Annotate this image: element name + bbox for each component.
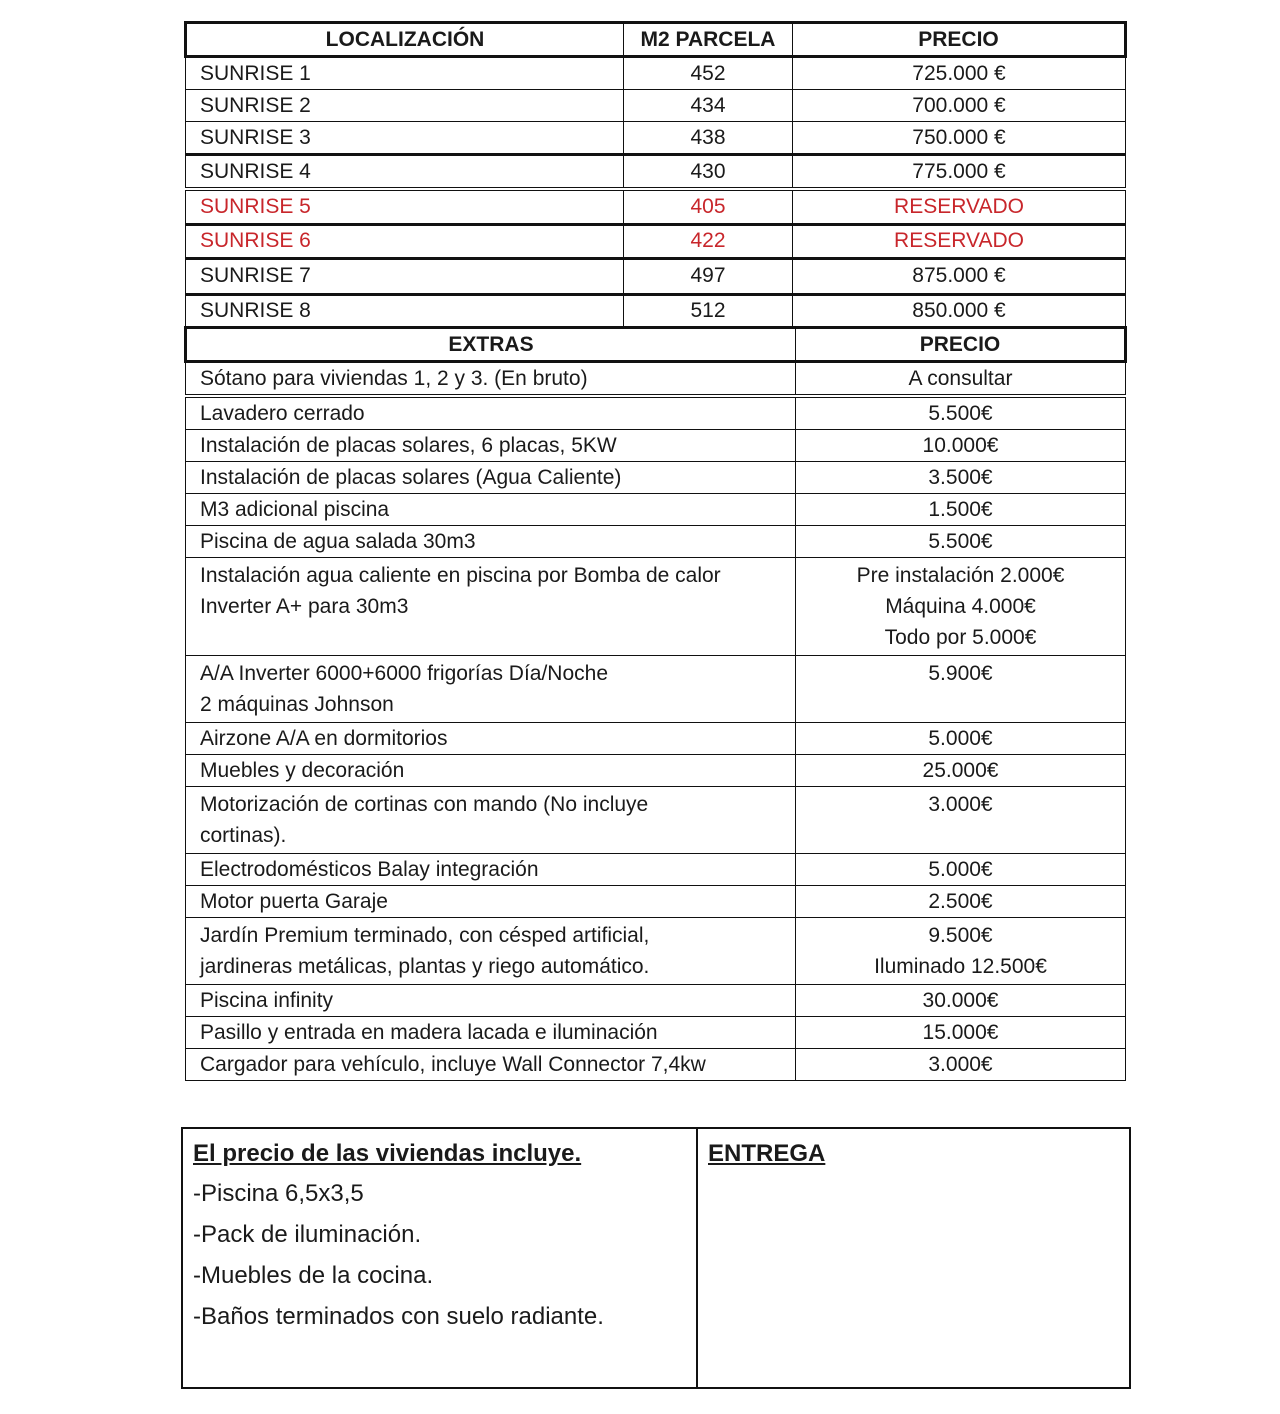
property-m2: 434 (624, 90, 793, 122)
property-row (186, 294, 1126, 327)
extras-price (796, 462, 1126, 494)
extras-item (186, 755, 796, 787)
extras-item-line: Piscina de agua salada 30m3 (200, 529, 476, 553)
extras-item-line: jardineras metálicas, plantas y riego automático. (200, 955, 650, 978)
extras-price-line: 5.500€ (928, 401, 993, 425)
property-m2: 512 (624, 294, 793, 327)
header-extras-price: PRECIO (796, 328, 1126, 362)
extras-row (186, 526, 1126, 558)
property-price: 725.000 € (793, 57, 1126, 90)
extras-item (186, 1049, 796, 1081)
extras-row (186, 1017, 1126, 1049)
extras-price-line: 25.000€ (922, 758, 999, 782)
included-item: -Piscina 6,5x3,5 (193, 1180, 364, 1207)
extras-price-line: 3.000€ (928, 1052, 993, 1076)
extras-price-line: 3.000€ (928, 793, 993, 816)
extras-item (186, 854, 796, 886)
extras-price (796, 1049, 1126, 1081)
extras-price-line: Máquina 4.000€ (885, 595, 1036, 618)
property-location: SUNRISE 3 (186, 122, 624, 155)
extras-row (186, 918, 1126, 985)
extras-item (186, 1017, 796, 1049)
extras-item (186, 886, 796, 918)
included-item: -Muebles de la cocina. (193, 1262, 434, 1289)
extras-price-line: 5.500€ (928, 529, 993, 553)
property-location: SUNRISE 2 (186, 90, 624, 122)
property-price: 850.000 € (793, 294, 1126, 327)
extras-price-line: 3.500€ (928, 465, 993, 489)
extras-item (186, 462, 796, 494)
extras-price (796, 362, 1126, 397)
property-m2: 422 (624, 224, 793, 258)
property-price: 775.000 € (793, 155, 1126, 190)
extras-row (186, 886, 1126, 918)
extras-price-line: 1.500€ (928, 497, 993, 521)
header-price: PRECIO (793, 23, 1126, 57)
extras-price (796, 396, 1126, 430)
property-price: 700.000 € (793, 90, 1126, 122)
extras-item (186, 494, 796, 526)
extras-row (186, 462, 1126, 494)
property-location: SUNRISE 1 (186, 57, 624, 90)
property-location: SUNRISE 6 (186, 224, 624, 258)
extras-row (186, 985, 1126, 1017)
extras-item (186, 787, 796, 854)
included-item: -Baños terminados con suelo radiante. (193, 1303, 604, 1330)
extras-row (186, 1049, 1126, 1081)
extras-item-line: Instalación de placas solares (Agua Caliente) (200, 465, 622, 489)
extras-item-line: A/A Inverter 6000+6000 frigorías Día/Noche (200, 662, 608, 685)
extras-item (186, 430, 796, 462)
property-row (186, 57, 1126, 90)
extras-item-line: Piscina infinity (200, 988, 334, 1012)
property-price: 875.000 € (793, 258, 1126, 294)
extras-item-line: Lavadero cerrado (200, 401, 365, 425)
extras-item-line: Electrodomésticos Balay integración (200, 857, 539, 881)
extras-price (796, 1017, 1126, 1049)
extras-price (796, 494, 1126, 526)
property-row-reserved (186, 189, 1126, 224)
extras-row (186, 723, 1126, 755)
extras-price (796, 723, 1126, 755)
extras-price-line: 5.000€ (928, 726, 993, 750)
extras-body (186, 362, 1126, 1081)
extras-price-line: 9.500€ (928, 924, 993, 947)
property-row (186, 155, 1126, 190)
extras-row (186, 430, 1126, 462)
extras-price-line: 5.900€ (928, 662, 993, 685)
property-m2: 438 (624, 122, 793, 155)
property-m2: 430 (624, 155, 793, 190)
extras-row (186, 558, 1126, 656)
extras-item-line: Jardín Premium terminado, con césped artificial, (200, 924, 650, 947)
delivery-section (698, 1129, 1129, 1387)
extras-price (796, 558, 1126, 656)
extras-item-line: 2 máquinas Johnson (200, 693, 394, 716)
extras-row (186, 755, 1126, 787)
extras-item-line: Instalación agua caliente en piscina por Bomba de calor (200, 564, 721, 587)
properties-header-row (186, 23, 1126, 57)
extras-price (796, 854, 1126, 886)
extras-row (186, 396, 1126, 430)
property-m2: 405 (624, 189, 793, 224)
extras-price (796, 886, 1126, 918)
extras-price-line: 15.000€ (922, 1020, 999, 1044)
property-row (186, 122, 1126, 155)
extras-price-line: 10.000€ (922, 433, 999, 457)
extras-price (796, 430, 1126, 462)
extras-row (186, 494, 1126, 526)
property-price: 750.000 € (793, 122, 1126, 155)
property-m2: 497 (624, 258, 793, 294)
extras-item-line: Instalación de placas solares, 6 placas, 5KW (200, 433, 617, 457)
extras-price-line: Todo por 5.000€ (884, 626, 1037, 649)
extras-item-line: cortinas). (200, 824, 287, 847)
header-extras: EXTRAS (186, 328, 796, 362)
extras-item (186, 526, 796, 558)
extras-item-line: Airzone A/A en dormitorios (200, 726, 448, 750)
extras-row (186, 787, 1126, 854)
properties-table (184, 21, 1127, 328)
property-location: SUNRISE 7 (186, 258, 624, 294)
extras-item-line: Muebles y decoración (200, 758, 405, 782)
property-row (186, 258, 1126, 294)
extras-price (796, 755, 1126, 787)
property-row (186, 90, 1126, 122)
header-location: LOCALIZACIÓN (186, 23, 624, 57)
extras-price-line: A consultar (908, 366, 1013, 390)
included-features (183, 1129, 698, 1387)
property-row-reserved (186, 224, 1126, 258)
extras-item (186, 985, 796, 1017)
extras-item-line: M3 adicional piscina (200, 497, 390, 521)
included-title: El precio de las viviendas incluye. (193, 1140, 582, 1167)
extras-item-line: Inverter A+ para 30m3 (200, 595, 409, 618)
extras-item-line: Motor puerta Garaje (200, 889, 388, 913)
included-box (181, 1127, 1131, 1389)
property-status-badge: RESERVADO (793, 224, 1126, 258)
extras-price (796, 985, 1126, 1017)
extras-price-line: Pre instalación 2.000€ (856, 564, 1065, 587)
extras-price-line: Iluminado 12.500€ (874, 955, 1047, 978)
header-m2: M2 PARCELA (624, 23, 793, 57)
extras-price-line: 5.000€ (928, 857, 993, 881)
extras-table (184, 326, 1127, 1081)
extras-row (186, 656, 1126, 723)
extras-price (796, 787, 1126, 854)
extras-price-line: 30.000€ (922, 988, 999, 1012)
extras-price (796, 918, 1126, 985)
extras-item-line: Cargador para vehículo, incluye Wall Connector 7,4kw (200, 1052, 706, 1076)
property-location: SUNRISE 8 (186, 294, 624, 327)
property-location: SUNRISE 4 (186, 155, 624, 190)
extras-item (186, 558, 796, 656)
extras-price (796, 526, 1126, 558)
property-m2: 452 (624, 57, 793, 90)
extras-item (186, 396, 796, 430)
extras-item-line: Sótano para viviendas 1, 2 y 3. (En bruto) (200, 366, 588, 390)
extras-item-line: Pasillo y entrada en madera lacada e iluminación (200, 1020, 658, 1044)
extras-price (796, 656, 1126, 723)
property-status-badge: RESERVADO (793, 189, 1126, 224)
delivery-title: ENTREGA (708, 1140, 826, 1167)
included-item: -Pack de iluminación. (193, 1221, 422, 1248)
extras-row (186, 362, 1126, 397)
extras-item (186, 723, 796, 755)
extras-row (186, 854, 1126, 886)
extras-header-row (186, 328, 1126, 362)
extras-item-line: Motorización de cortinas con mando (No incluye (200, 793, 649, 816)
extras-item (186, 918, 796, 985)
extras-item (186, 362, 796, 397)
extras-item (186, 656, 796, 723)
extras-price-line: 2.500€ (928, 889, 993, 913)
property-location: SUNRISE 5 (186, 189, 624, 224)
